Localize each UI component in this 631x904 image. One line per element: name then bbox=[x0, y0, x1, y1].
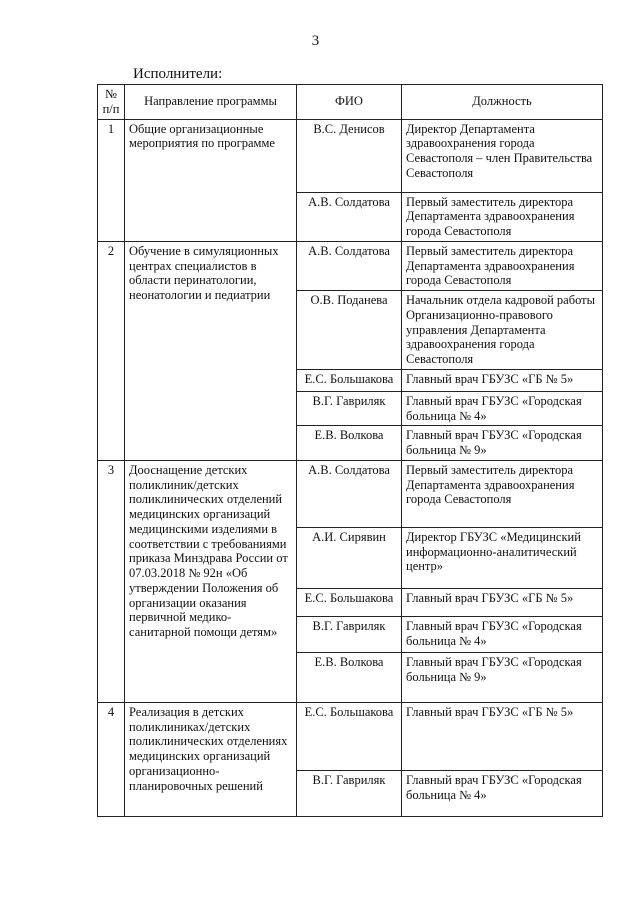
page-number: 3 bbox=[311, 33, 320, 49]
row-fio: А.В. Солдатова bbox=[297, 192, 402, 241]
header-fio: ФИО bbox=[297, 85, 402, 120]
row-position: Главный врач ГБУЗС «Городская больница № 9» bbox=[402, 426, 603, 461]
section-title: Исполнители: bbox=[133, 66, 223, 82]
row-position: Главный врач ГБУЗС «Городская больница № 9» bbox=[402, 652, 603, 702]
row-position: Директор ГБУЗС «Медицинский информационно-аналитический центр» bbox=[402, 527, 603, 588]
table-row bbox=[98, 702, 603, 770]
row-position: Главный врач ГБУЗС «Городская больница № 4» bbox=[402, 391, 603, 426]
row-num: 3 bbox=[98, 460, 125, 702]
header-direction: Направление программы bbox=[125, 85, 297, 120]
table-row bbox=[98, 119, 603, 192]
row-direction: Дооснащение детских поликлиник/детских поликлинических отделений медицинских организаций медицинскими изделиями в соответствии с требованиями приказа Минздрава России от 07.03.2018 № 92н «Об утверждении Положения об организации оказания первичной медико-санитарной помощи детям» bbox=[125, 460, 297, 702]
row-fio: А.В. Солдатова bbox=[297, 241, 402, 290]
row-fio: Е.С. Большакова bbox=[297, 588, 402, 616]
row-fio: В.Г. Гавриляк bbox=[297, 391, 402, 426]
row-num: 2 bbox=[98, 241, 125, 460]
row-position: Первый заместитель директора Департамента здравоохранения города Севастополя bbox=[402, 460, 603, 527]
table-row bbox=[98, 241, 603, 290]
table-row bbox=[98, 460, 603, 527]
row-fio: А.В. Солдатова bbox=[297, 460, 402, 527]
executors-table bbox=[97, 84, 603, 817]
row-position: Директор Департамента здравоохранения города Севастополя – член Правительства Севастополя bbox=[402, 119, 603, 192]
row-position: Первый заместитель директора Департамента здравоохранения города Севастополя bbox=[402, 192, 603, 241]
row-position: Главный врач ГБУЗС «Городская больница № 4» bbox=[402, 616, 603, 652]
row-position: Главный врач ГБУЗС «ГБ № 5» bbox=[402, 588, 603, 616]
row-position: Начальник отдела кадровой работы Организационно-правового управления Департамента здравоохранения города Севастополя bbox=[402, 291, 603, 370]
row-position: Главный врач ГБУЗС «Городская больница № 4» bbox=[402, 770, 603, 816]
row-fio: О.В. Поданева bbox=[297, 291, 402, 370]
row-position: Главный врач ГБУЗС «ГБ № 5» bbox=[402, 369, 603, 391]
table-header-row bbox=[98, 85, 603, 120]
row-num: 1 bbox=[98, 119, 125, 241]
row-fio: В.Г. Гавриляк bbox=[297, 616, 402, 652]
row-direction: Обучение в симуляционных центрах специалистов в области перинатологии, неонатологии и педиатрии bbox=[125, 241, 297, 460]
row-direction: Общие организационные мероприятия по программе bbox=[125, 119, 297, 241]
row-fio: В.Г. Гавриляк bbox=[297, 770, 402, 816]
row-fio: Е.В. Волкова bbox=[297, 652, 402, 702]
row-num: 4 bbox=[98, 702, 125, 816]
header-num: № п/п bbox=[98, 85, 125, 120]
row-fio: В.С. Денисов bbox=[297, 119, 402, 192]
row-position: Первый заместитель директора Департамента здравоохранения города Севастополя bbox=[402, 241, 603, 290]
header-position: Должность bbox=[402, 85, 603, 120]
row-fio: Е.С. Большакова bbox=[297, 702, 402, 770]
row-fio: Е.В. Волкова bbox=[297, 426, 402, 461]
row-position: Главный врач ГБУЗС «ГБ № 5» bbox=[402, 702, 603, 770]
row-fio: Е.С. Большакова bbox=[297, 369, 402, 391]
row-fio: А.И. Сирявин bbox=[297, 527, 402, 588]
row-direction: Реализация в детских поликлиниках/детских поликлинических отделениях медицинских организаций организационно-планировочных решений bbox=[125, 702, 297, 816]
